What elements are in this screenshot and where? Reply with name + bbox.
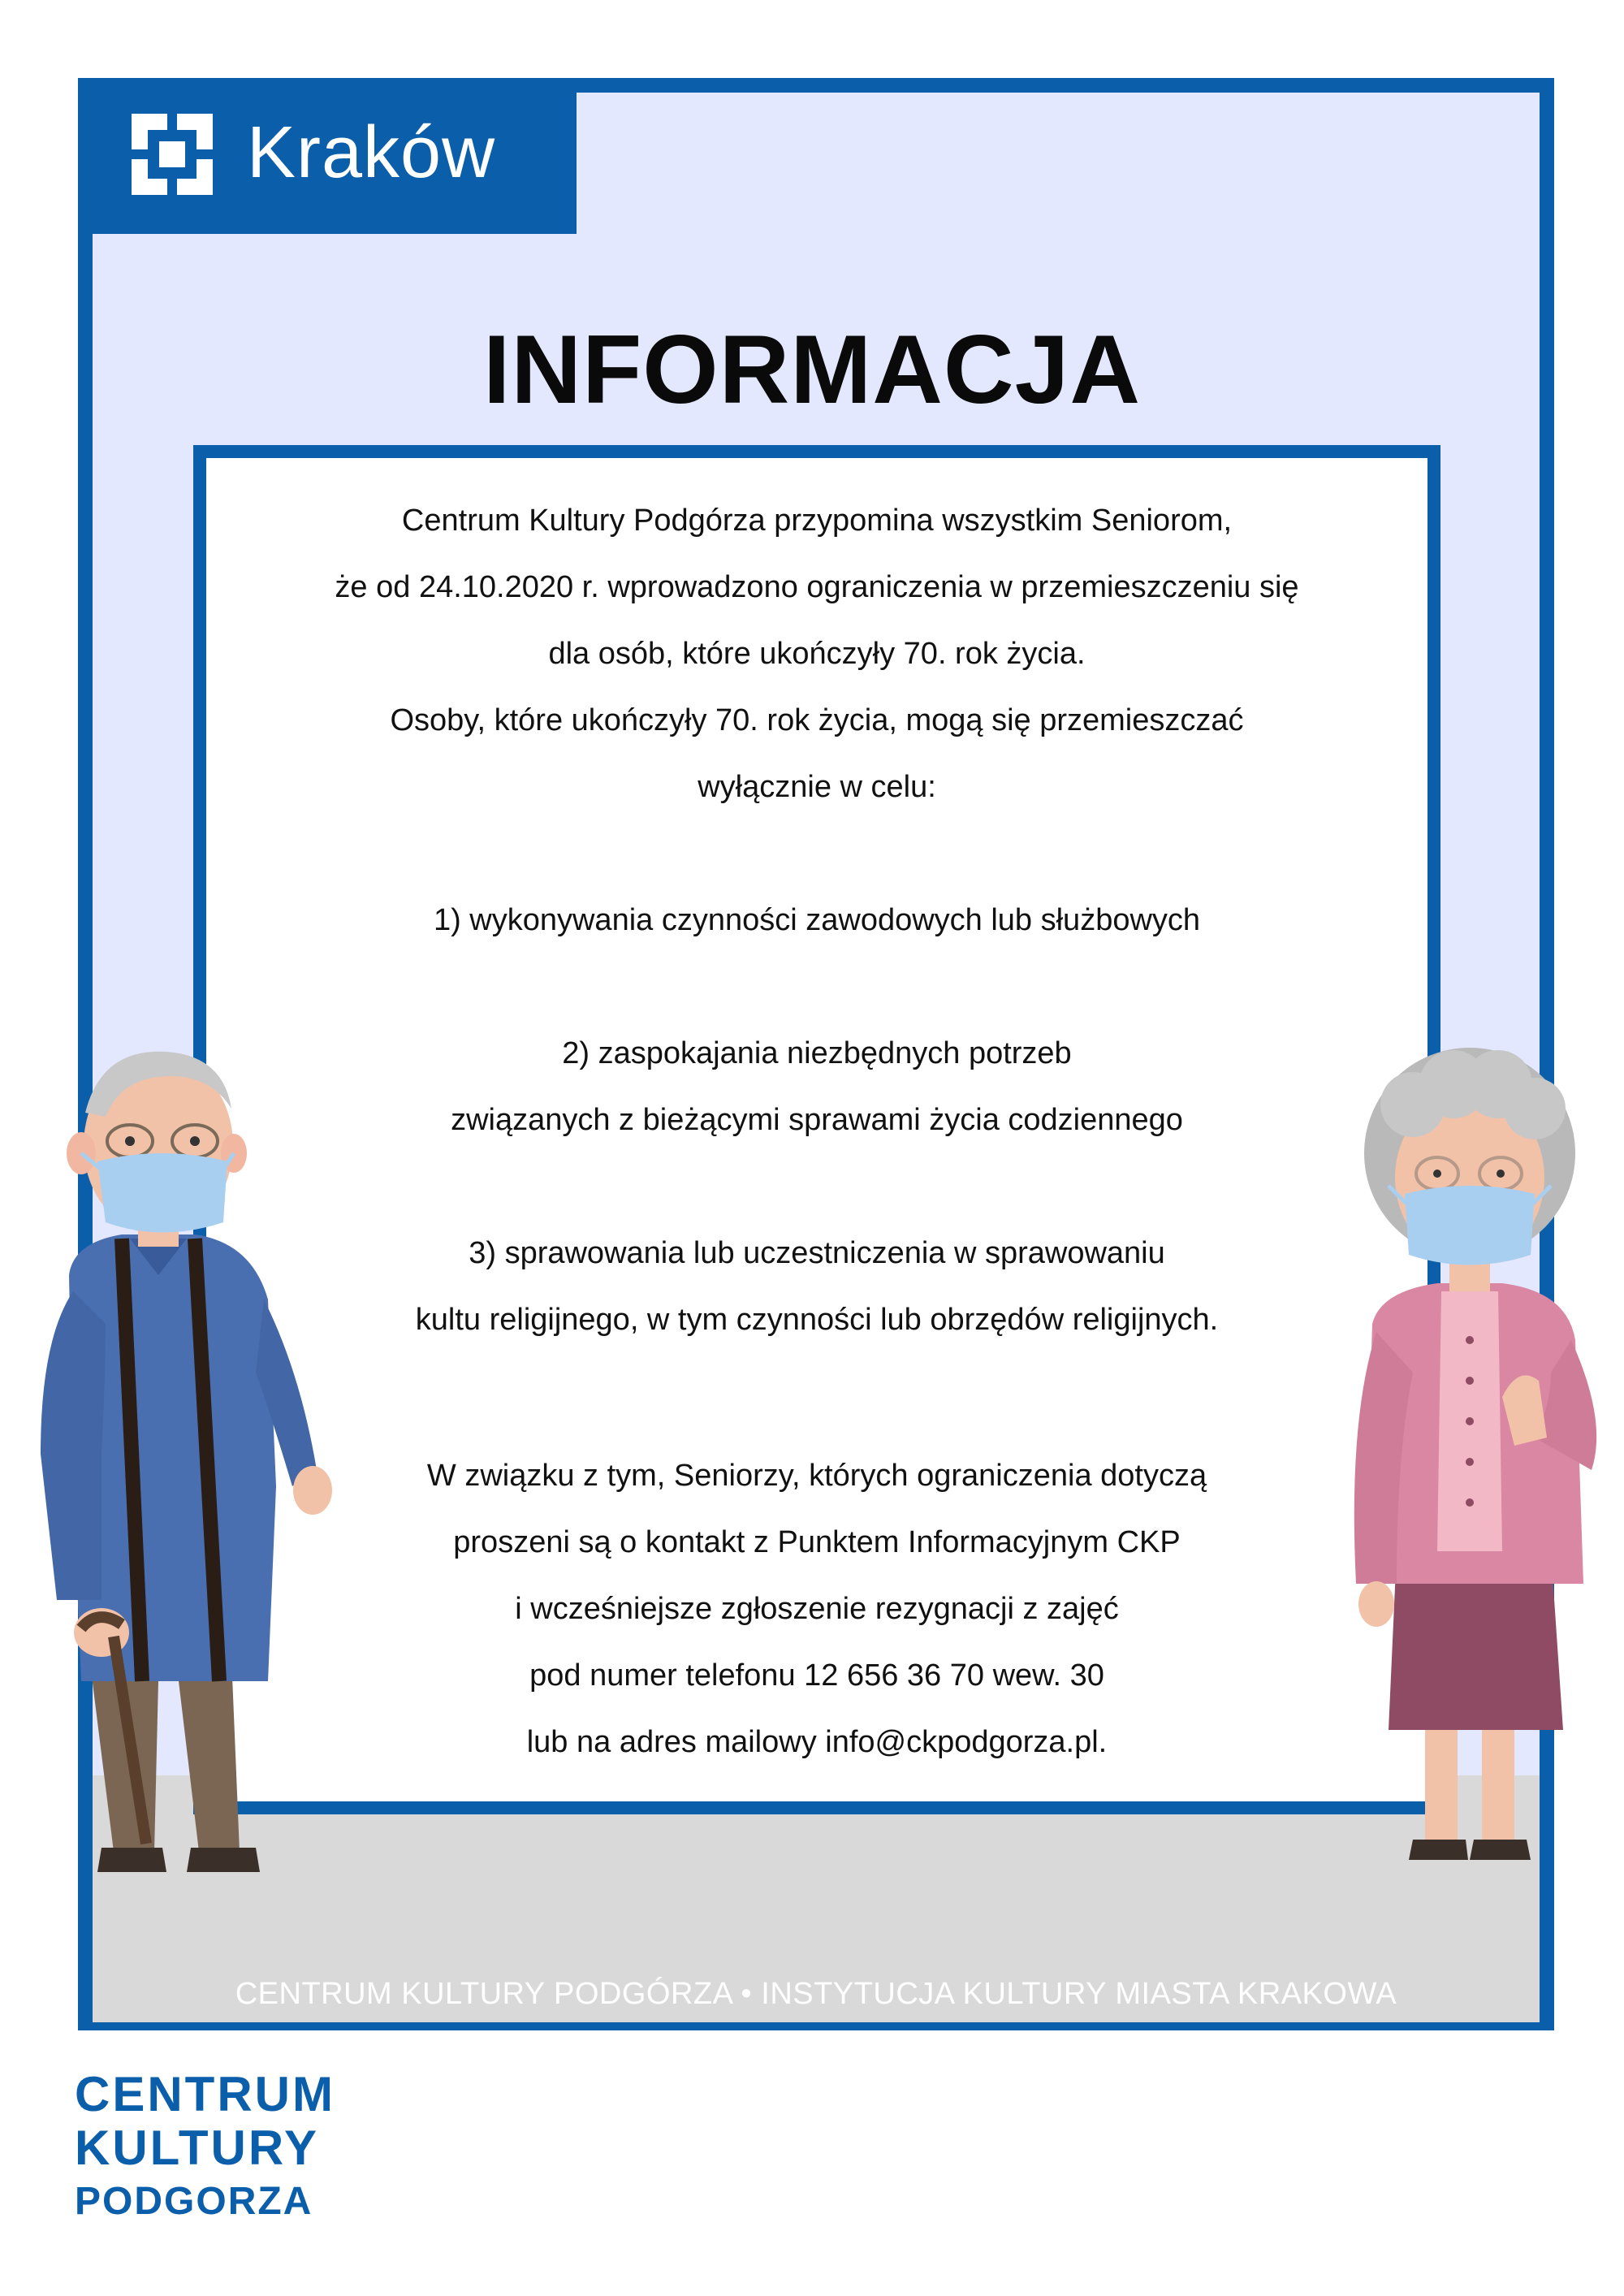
notice-text: [193, 445, 1440, 1775]
contact-line: i wcześniejsze zgłoszenie rezygnacji z zajęć: [515, 1592, 1119, 1626]
intro-line: wyłącznie w celu:: [698, 770, 936, 804]
elderly-woman-illustration: [1332, 1015, 1608, 1876]
krakow-emblem-icon: [132, 114, 213, 195]
page-title: INFORMACJA: [483, 315, 1141, 424]
contact-line: proszeni są o kontakt z Punktem Informacyjnym CKP: [453, 1525, 1181, 1559]
ckp-logo: [75, 2068, 335, 2229]
point-1: 1) wykonywania czynności zawodowych lub służbowych: [433, 903, 1201, 937]
contact-phone-line: pod numer telefonu 12 656 36 70 wew. 30: [529, 1658, 1104, 1693]
contact-email-line: lub na adres mailowy info@ckpodgorza.pl.: [526, 1725, 1108, 1759]
point-2-continued: związanych z bieżącymi sprawami życia codziennego: [451, 1103, 1183, 1137]
krakow-logo: [78, 78, 577, 234]
point-3-continued: kultu religijnego, w tym czynności lub obrzędów religijnych.: [415, 1303, 1219, 1337]
footer-band: CENTRUM KULTURY PODGÓRZA • INSTYTUCJA KULTURY MIASTA KRAKOWA: [235, 1977, 1397, 2011]
ckp-logo-line2: KULTURY: [75, 2121, 319, 2175]
elderly-man-illustration: [24, 1031, 333, 1892]
contact-line: W związku z tym, Seniorzy, których ograniczenia dotyczą: [426, 1459, 1207, 1493]
intro-line: dla osób, które ukończyły 70. rok życia.: [548, 637, 1086, 671]
ckp-logo-line3: PODGORZA: [75, 2180, 313, 2223]
intro-line: Centrum Kultury Podgórza przypomina wszystkim Seniorom,: [401, 504, 1233, 538]
point-2: 2) zaspokajania niezbędnych potrzeb: [562, 1036, 1072, 1070]
intro-line: Osoby, które ukończyły 70. rok życia, mogą się przemieszczać: [390, 703, 1244, 737]
city-name: Kraków: [247, 112, 496, 193]
intro-line: że od 24.10.2020 r. wprowadzono ograniczenia w przemieszczeniu się: [335, 570, 1299, 604]
ckp-logo-line1: CENTRUM: [75, 2067, 335, 2121]
point-3: 3) sprawowania lub uczestniczenia w sprawowaniu: [469, 1236, 1165, 1270]
